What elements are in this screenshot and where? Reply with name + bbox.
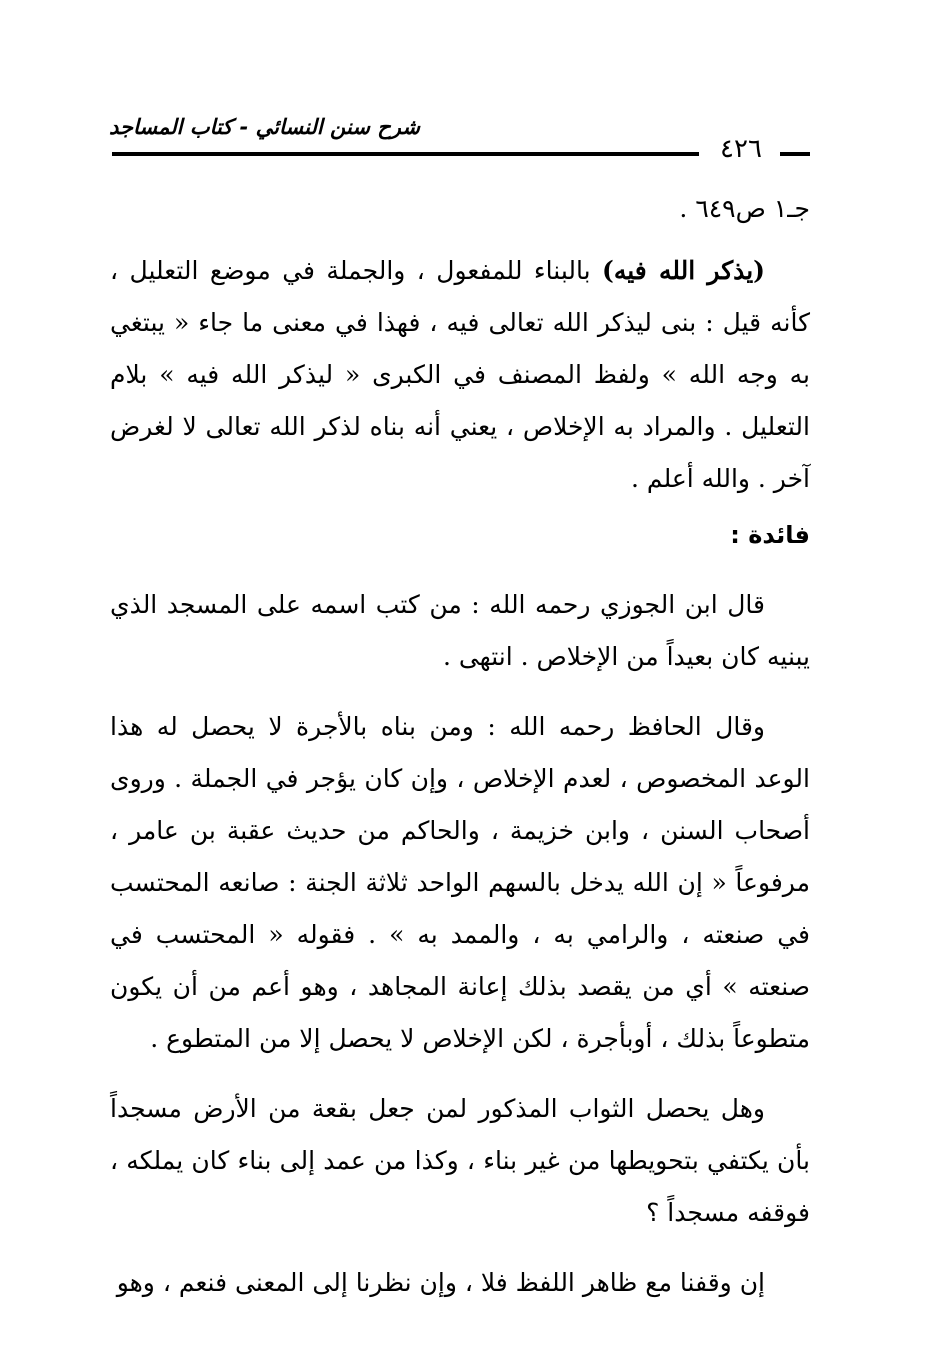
bold-phrase: (يذكر الله فيه)	[602, 256, 766, 285]
paragraph-5: إن وقفنا مع ظاهر اللفظ فلا ، وإن نظرنا إلى المعنى فنعم ، وهو	[116, 1268, 765, 1297]
paragraph-3: وقال الحافظ رحمه الله : ومن بناه بالأجرة لا يحصل له هذا الوعد المخصوص ، لعدم الإخلاص ، وإن كان يؤجر في الجملة . وروى أصحاب السنن ، وابن خزيمة ، والحاكم من حديث عقبة بن عامر ، مرفوعاً « إن الله يدخل بالسهم الواحد ثلاثة الجنة : صانعه المحتسب في صنعته ، والرامي به ، والممد به » . فقوله « المحتسب في صنعته » أي من يقصد بذلك إعانة المجاهد ، وهو أعم من أن يكون متطوعاً بذلك ، أوبأجرة ، لكن الإخلاص لا يحصل إلا من المتطوع .	[110, 712, 810, 1053]
paragraph-1-text: بالبناء للمفعول ، والجملة في موضع التعليل ، كأنه قيل : بنى ليذكر الله تعالى فيه ، فهذا في معنى ما جاء « يبتغي به وجه الله » ولفظ المصنف في الكبرى « ليذكر الله فيه » بلام التعليل . والمراد به الإخلاص ، يعني أنه بناه لذكر الله تعالى لا لغرض آخر . والله أعلم .	[110, 256, 810, 493]
page-number: ٤٢٦	[720, 134, 762, 164]
running-title: شرح سنن النسائي - كتاب المساجد	[109, 115, 420, 139]
header-rule	[112, 152, 699, 156]
body-text	[110, 183, 810, 1309]
paragraph-2: قال ابن الجوزي رحمه الله : من كتب اسمه على المسجد الذي يبنيه كان بعيداً من الإخلاص . انتهى .	[110, 590, 810, 671]
section-heading: فائدة :	[730, 521, 810, 549]
paragraph-4: وهل يحصل الثواب المذكور لمن جعل بقعة من الأرض مسجداً بأن يكتفي بتحويطها من غير بناء ، وكذا من عمد إلى بناء كان يملكه ، فوقفه مسجداً ؟	[110, 1094, 810, 1227]
paragraph-1	[110, 245, 810, 505]
reference-line: جـ١ ص٦٤٩ .	[679, 194, 810, 223]
header-rule-short	[780, 152, 810, 156]
